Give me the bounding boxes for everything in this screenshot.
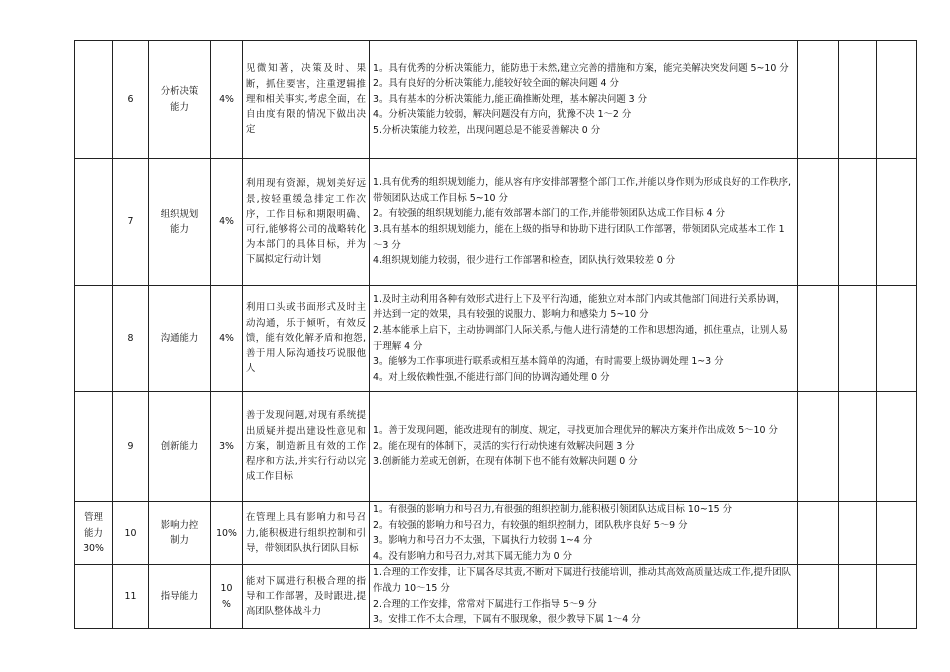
score-cell-final	[877, 159, 917, 286]
category-label: 管理 能力 30%	[75, 502, 113, 565]
criterion-line: 2。有较强的影响力和号召力，有较强的组织控制力，团队秩序良好 5～9 分	[373, 519, 688, 531]
score-cell-self	[798, 565, 839, 628]
table-row	[75, 565, 917, 628]
criterion-line: 4。没有影响力和号召力,对其下属无能力为 0 分	[373, 550, 572, 562]
score-cell-final	[877, 392, 917, 502]
item-definition: 在管理上具有影响力和号召力,能积极进行组织控制和引导，带领团队执行团队目标	[243, 502, 370, 565]
table-row	[75, 286, 917, 392]
table-row	[75, 502, 917, 565]
item-name: 组织规划 能力	[149, 159, 211, 286]
item-definition: 利用现有资源，规划美好远景,按轻重缓急排定工作次序，工作目标和期限明确、可行,能够将公司的战略转化为本部门的具体目标，并为下属拟定行动计划	[243, 159, 370, 286]
evaluation-table	[74, 40, 917, 629]
item-name: 沟通能力	[149, 286, 211, 392]
item-number: 8	[113, 286, 149, 392]
score-cell-manager	[839, 159, 877, 286]
score-cell-manager	[839, 392, 877, 502]
category-cell-blank	[75, 565, 113, 628]
item-definition: 利用口头或书面形式及时主动沟通，乐于倾听，有效反馈，能有效化解矛盾和抱怨,善于用人际沟通技巧说服他人	[243, 286, 370, 392]
scoring-criteria	[370, 392, 798, 502]
category-cell-blank	[75, 286, 113, 392]
criterion-line: 4.组织规划能力较弱，很少进行工作部署和检查，团队执行效果较差 0 分	[373, 255, 676, 267]
score-cell-self	[798, 41, 839, 159]
item-number: 9	[113, 392, 149, 502]
score-cell-final	[877, 565, 917, 628]
item-number: 7	[113, 159, 149, 286]
score-cell-self	[798, 159, 839, 286]
table-row	[75, 41, 917, 159]
criterion-line: 4。对上级依赖性强,不能进行部门间的协调沟通处理 0 分	[373, 371, 610, 383]
score-cell-final	[877, 502, 917, 565]
criterion-line: 3.创新能力差或无创新，在现有体制下也不能有效解决问题 0 分	[373, 456, 638, 468]
score-cell-manager	[839, 502, 877, 565]
criterion-line: 2.基本能承上启下，主动协调部门人际关系,与他人进行清楚的工作和思想沟通，抓住重点，让别人易于理解 4 分	[373, 324, 789, 352]
item-weight: 4%	[211, 41, 243, 159]
item-weight: 10 %	[211, 565, 243, 628]
scoring-criteria	[370, 286, 798, 392]
category-cell-blank	[75, 392, 113, 502]
score-cell-self	[798, 286, 839, 392]
scoring-criteria	[370, 159, 798, 286]
criterion-line: 2。具有良好的分析决策能力,能较好较全面的解决问题 4 分	[373, 78, 619, 90]
item-name: 创新能力	[149, 392, 211, 502]
score-cell-manager	[839, 565, 877, 628]
criterion-line: 3。影响力和号召力不太强，下属执行力较弱 1~4 分	[373, 535, 593, 547]
criterion-line: 5.分析决策能力较差，出现问题总是不能妥善解决 0 分	[373, 124, 601, 136]
score-cell-manager	[839, 286, 877, 392]
score-cell-manager	[839, 41, 877, 159]
scoring-criteria	[370, 41, 798, 159]
item-weight: 4%	[211, 286, 243, 392]
item-definition: 善于发现问题,对现有系统提出质疑并提出建设性意见和方案，制造新且有效的工作程序和方法,并实行行动以完成工作目标	[243, 392, 370, 502]
item-weight: 10%	[211, 502, 243, 565]
scoring-criteria	[370, 565, 798, 628]
table-row	[75, 159, 917, 286]
criterion-line: 3。安排工作不太合理，下属有不服现象，很少教导下属 1～4 分	[373, 614, 641, 626]
criterion-line: 2.合理的工作安排，常常对下属进行工作指导 5～9 分	[373, 598, 597, 610]
scoring-criteria	[370, 502, 798, 565]
criterion-line: 3。具有基本的分析决策能力,能正确推断处理，基本解决问题 3 分	[373, 93, 647, 105]
item-number: 6	[113, 41, 149, 159]
criterion-line: 1。具有优秀的分析决策能力，能防患于未然,建立完善的措施和方案，能完美解决突发问题 5~10 分	[373, 62, 789, 74]
criterion-line: 4。分析决策能力较弱，解决问题没有方向，犹豫不决 1～2 分	[373, 109, 632, 121]
item-number: 10	[113, 502, 149, 565]
item-name: 分析决策 能力	[149, 41, 211, 159]
criterion-line: 1.具有优秀的组织规划能力，能从容有序安排部署整个部门工作,并能以身作则为形成良好的工作秩序,带领团队达成工作目标 5~10 分	[373, 177, 792, 204]
criterion-line: 2。有较强的组织规划能力,能有效部署本部门的工作,并能带领团队达成工作目标 4 分	[373, 208, 725, 220]
score-cell-final	[877, 41, 917, 159]
category-cell-blank	[75, 41, 113, 159]
criterion-line: 1。有很强的影响力和号召力,有很强的组织控制力,能积极引领团队达成目标 10~15 分	[373, 504, 732, 515]
item-name: 指导能力	[149, 565, 211, 628]
item-name: 影响力控 制力	[149, 502, 211, 565]
criterion-line: 1.及时主动利用各种有效形式进行上下及平行沟通，能独立对本部门内或其他部门间进行关系协调，并达到一定的效果，具有较强的说服力、影响力和感染力 5~10 分	[373, 293, 786, 321]
criterion-line: 2。能在现有的体制下，灵活的实行行动快速有效解决问题 3 分	[373, 440, 635, 452]
table-row	[75, 392, 917, 502]
item-definition: 能对下属进行积极合理的指导和工作部署，及时跟进,提高团队整体战斗力	[243, 565, 370, 628]
item-weight: 3%	[211, 392, 243, 502]
criterion-line: 1。善于发现问题，能改进现有的制度、规定，寻找更加合理优异的解决方案并作出成效 5～10 分	[373, 425, 778, 437]
criterion-line: 3。能够为工作事项进行联系或相互基本简单的沟通，有时需要上级协调处理 1~3 分	[373, 356, 724, 368]
item-number: 11	[113, 565, 149, 628]
criterion-line: 3.具有基本的组织规划能力，能在上级的指导和协助下进行团队工作部署，带领团队完成基本工作 1～3 分	[373, 224, 785, 251]
score-cell-self	[798, 392, 839, 502]
score-cell-self	[798, 502, 839, 565]
score-cell-final	[877, 286, 917, 392]
criterion-line: 1.合理的工作安排，让下属各尽其责,不断对下属进行技能培训，推动其高效高质量达成工作,提升团队作战力 10～15 分	[373, 567, 792, 594]
category-cell-blank	[75, 159, 113, 286]
item-weight: 4%	[211, 159, 243, 286]
item-definition: 见微知著，决策及时、果断，抓住要害，注重逻辑推理和相关事实,考虑全面，在自由度有限的情况下做出决定	[243, 41, 370, 159]
